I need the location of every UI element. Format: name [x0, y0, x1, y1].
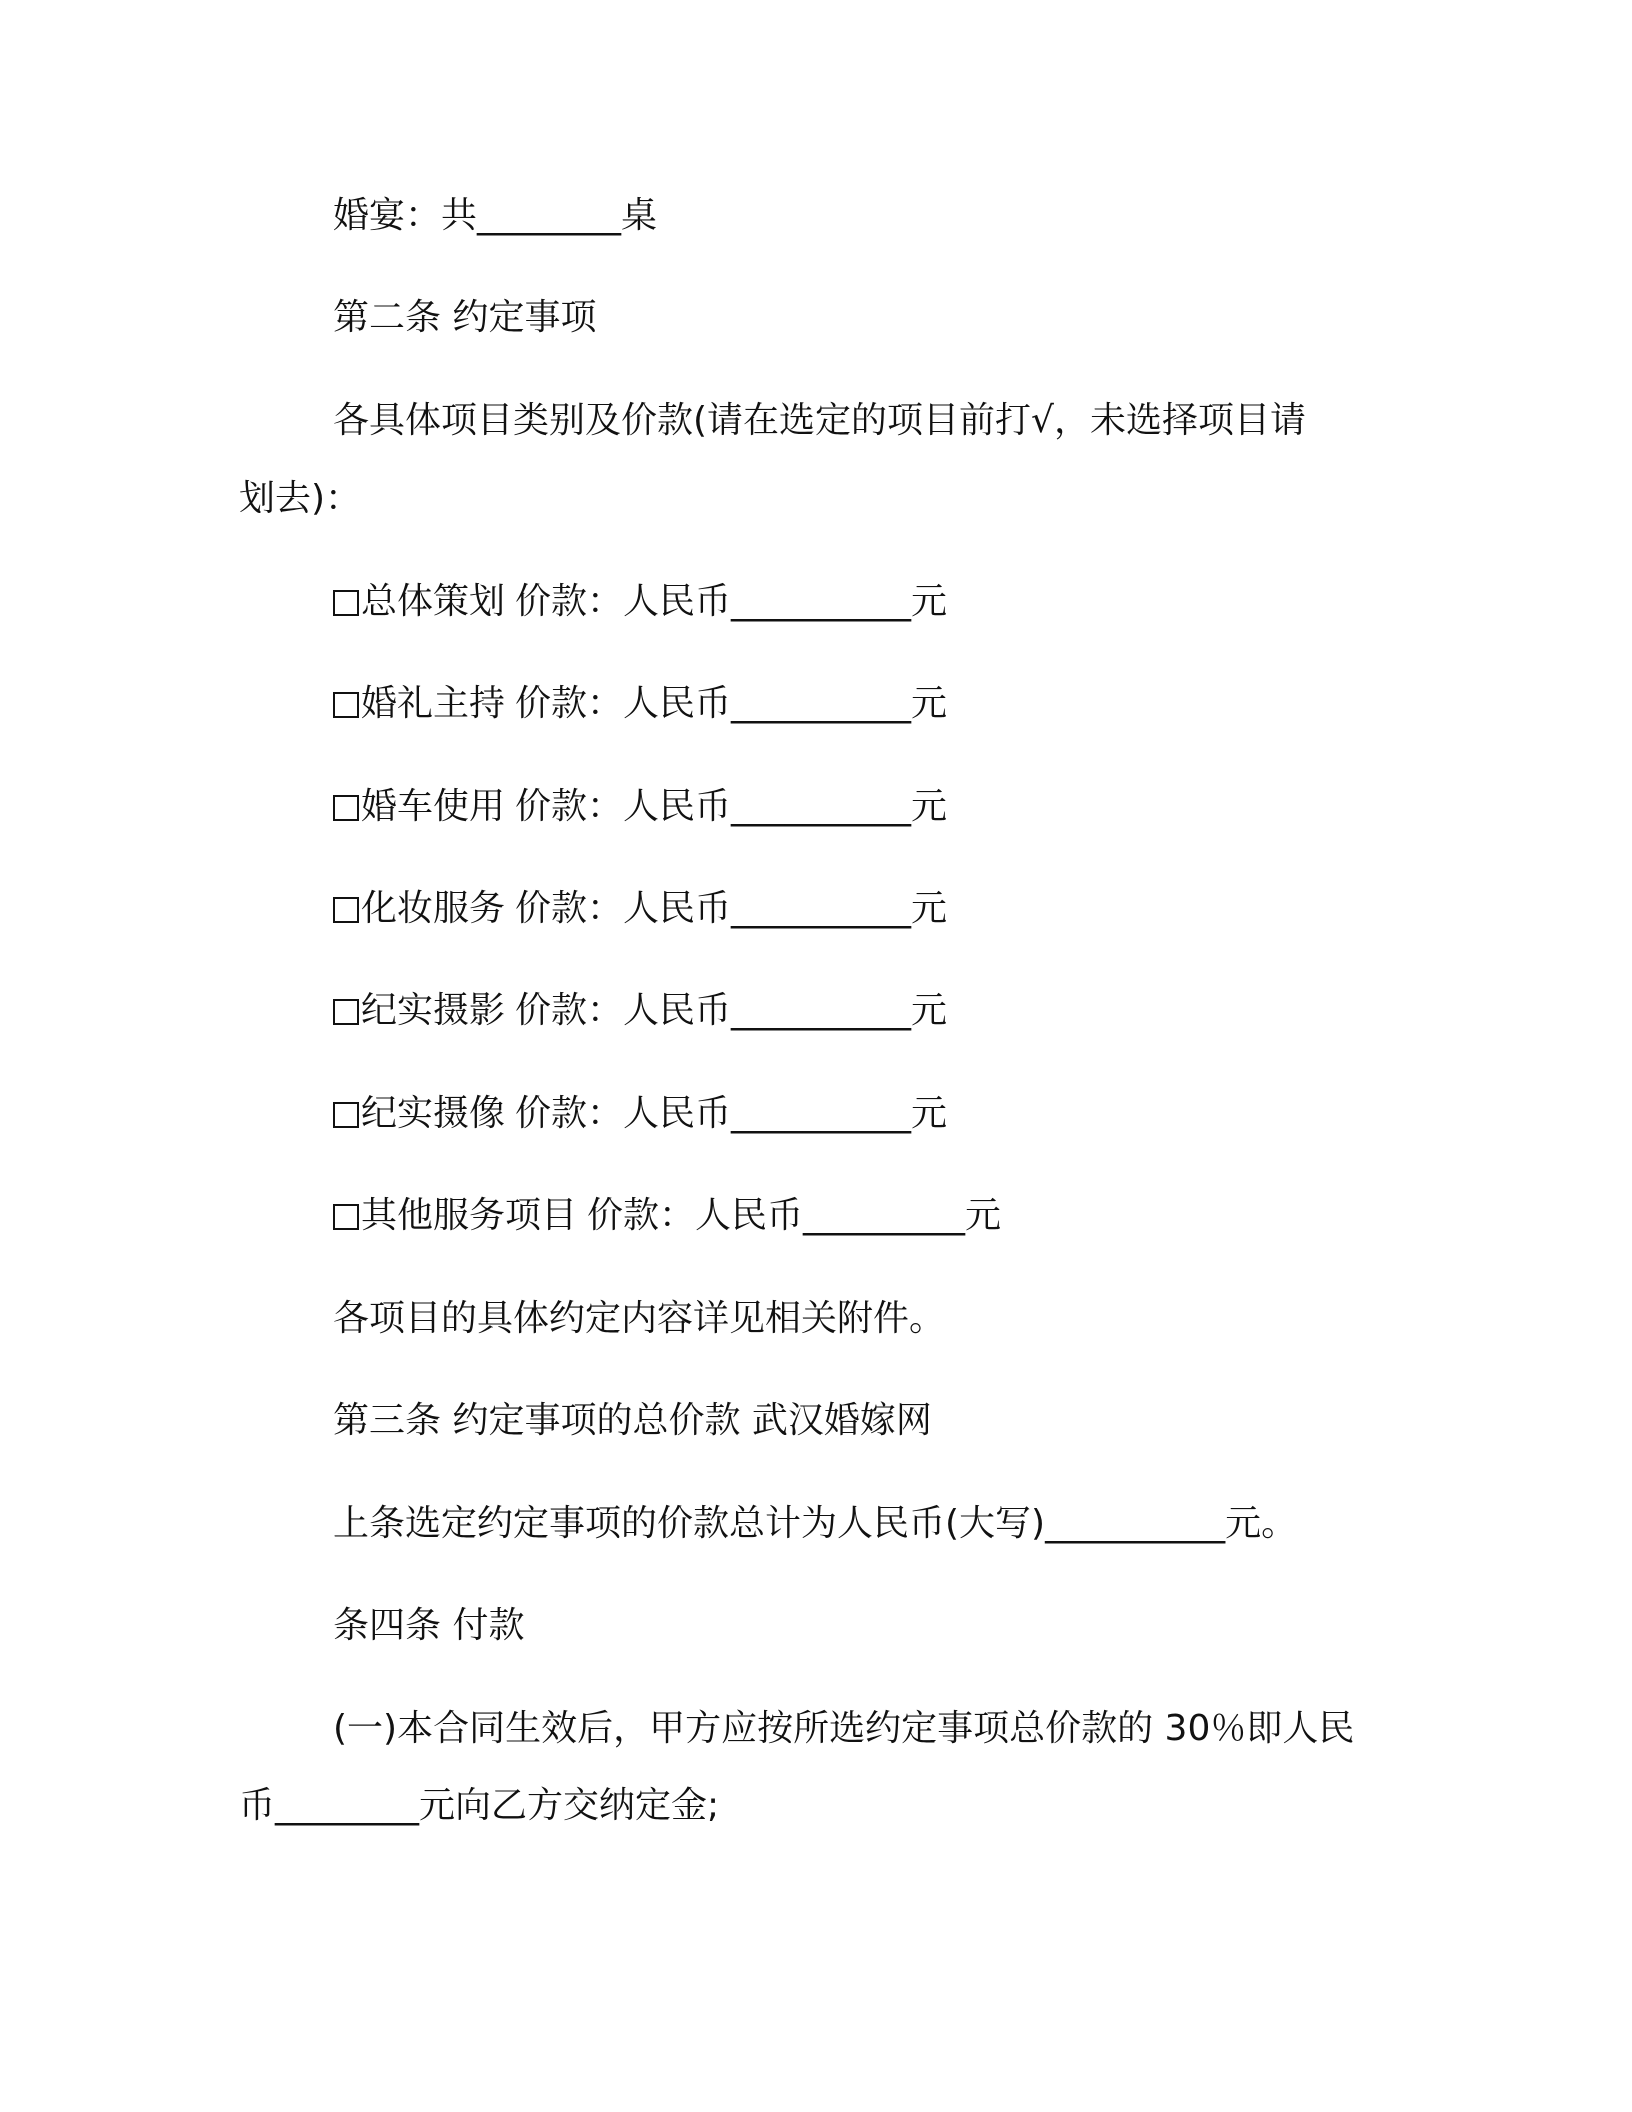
- checkbox-icon[interactable]: [333, 795, 359, 821]
- payment-clause-line-1: (一)本合同生效后，甲方应按所选约定事项总价款的 30％即人民: [333, 1708, 1355, 1749]
- checkbox-icon[interactable]: [333, 692, 359, 718]
- item-label: 婚车使用: [361, 786, 506, 827]
- item-price: 价款：人民币__________元: [515, 683, 948, 724]
- item-label: 总体策划: [361, 581, 506, 622]
- item-row: [333, 887, 947, 931]
- item-price: 价款：人民币__________元: [515, 581, 948, 622]
- checkbox-icon[interactable]: [333, 1204, 359, 1230]
- article-4-heading: 条四条 付款: [333, 1605, 525, 1646]
- item-row: [333, 989, 947, 1033]
- item-label: 化妆服务: [361, 888, 506, 929]
- checkbox-icon[interactable]: [333, 999, 359, 1025]
- item-price: 价款：人民币__________元: [515, 990, 948, 1031]
- item-label: 纪实摄影: [361, 990, 506, 1031]
- item-price: 价款：人民币__________元: [515, 888, 948, 929]
- item-row: [333, 1194, 1001, 1238]
- item-price: 价款：人民币__________元: [515, 786, 948, 827]
- item-price: 价款：人民币__________元: [515, 1093, 948, 1134]
- item-row: [333, 785, 947, 829]
- item-label: 婚礼主持: [361, 683, 506, 724]
- checkbox-icon[interactable]: [333, 590, 359, 616]
- item-row: [333, 580, 947, 624]
- checkbox-icon[interactable]: [333, 1102, 359, 1128]
- item-price: 价款：人民币_________元: [587, 1195, 1002, 1236]
- item-row: [333, 1092, 947, 1136]
- attachment-note: 各项目的具体约定内容详见相关附件。: [333, 1298, 946, 1339]
- items-intro-line-1: 各具体项目类别及价款(请在选定的项目前打√，未选择项目请: [333, 400, 1306, 441]
- article-3-heading: 第三条 约定事项的总价款 武汉婚嫁网: [333, 1400, 932, 1441]
- item-label: 其他服务项目: [361, 1195, 578, 1236]
- items-intro-line-2: 划去)：: [239, 478, 362, 519]
- article-2-heading: 第二条 约定事项: [333, 297, 597, 338]
- banquet-line: 婚宴：共________桌: [333, 195, 658, 236]
- item-row: [333, 682, 947, 726]
- payment-clause-line-2: 币________元向乙方交纳定金;: [239, 1785, 720, 1826]
- item-label: 纪实摄像: [361, 1093, 506, 1134]
- total-price-line: 上条选定约定事项的价款总计为人民币(大写)__________元。: [333, 1503, 1298, 1544]
- checkbox-icon[interactable]: [333, 897, 359, 923]
